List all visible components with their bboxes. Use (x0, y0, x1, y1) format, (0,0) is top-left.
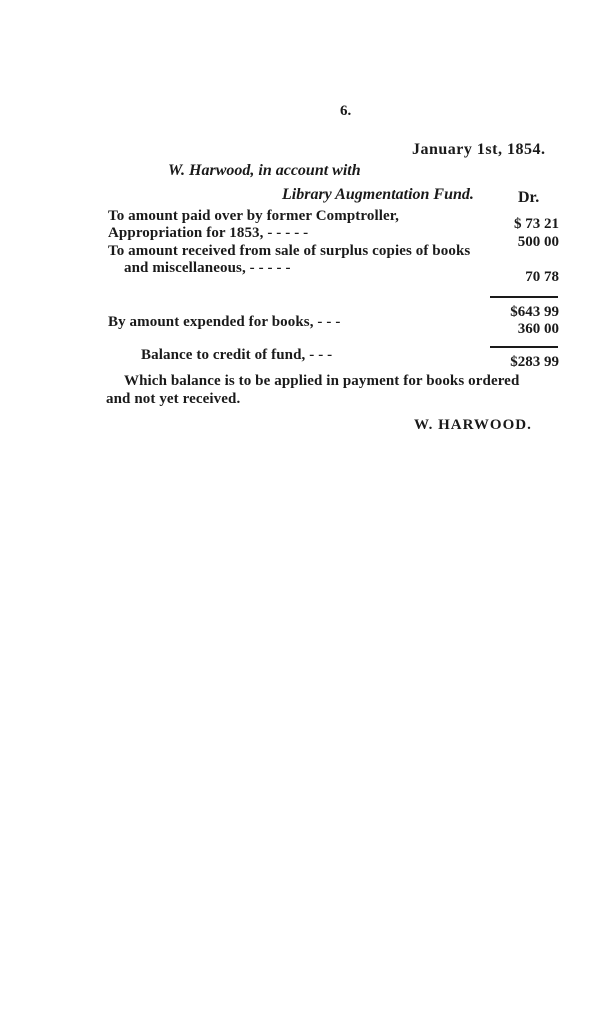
entry-amount: 70 78 (525, 269, 559, 285)
account-heading-line2: Library Augmentation Fund. (282, 186, 474, 203)
entry-text: Appropriation for 1853, - - - - - (108, 225, 309, 241)
expended-amount: 360 00 (517, 321, 559, 337)
debit-marker: Dr. (518, 189, 540, 206)
entry-text: To amount paid over by former Comptroller, (108, 208, 400, 224)
balance-text: Balance to credit of fund, - - - (141, 347, 333, 363)
account-heading-line1: W. Harwood, in account with (168, 162, 361, 179)
expended-text: By amount expended for books, - - - (108, 314, 341, 330)
sum-rule (490, 296, 558, 298)
total-amount: $643 99 (510, 304, 559, 320)
entry-text: To amount received from sale of surplus copies of books (108, 243, 471, 259)
balance-amount: $283 99 (510, 354, 559, 370)
note-line1: Which balance is to be applied in payment for books ordered (124, 373, 520, 389)
difference-rule (490, 346, 558, 348)
signature: W. HARWOOD. (414, 417, 532, 433)
page-number: 6. (340, 103, 352, 119)
entry-amount: 500 00 (517, 234, 559, 250)
note-line2: and not yet received. (106, 391, 241, 407)
report-date: January 1st, 1854. (412, 141, 546, 158)
entry-amount: $ 73 21 (514, 216, 559, 232)
entry-text: and miscellaneous, - - - - - (124, 260, 291, 276)
